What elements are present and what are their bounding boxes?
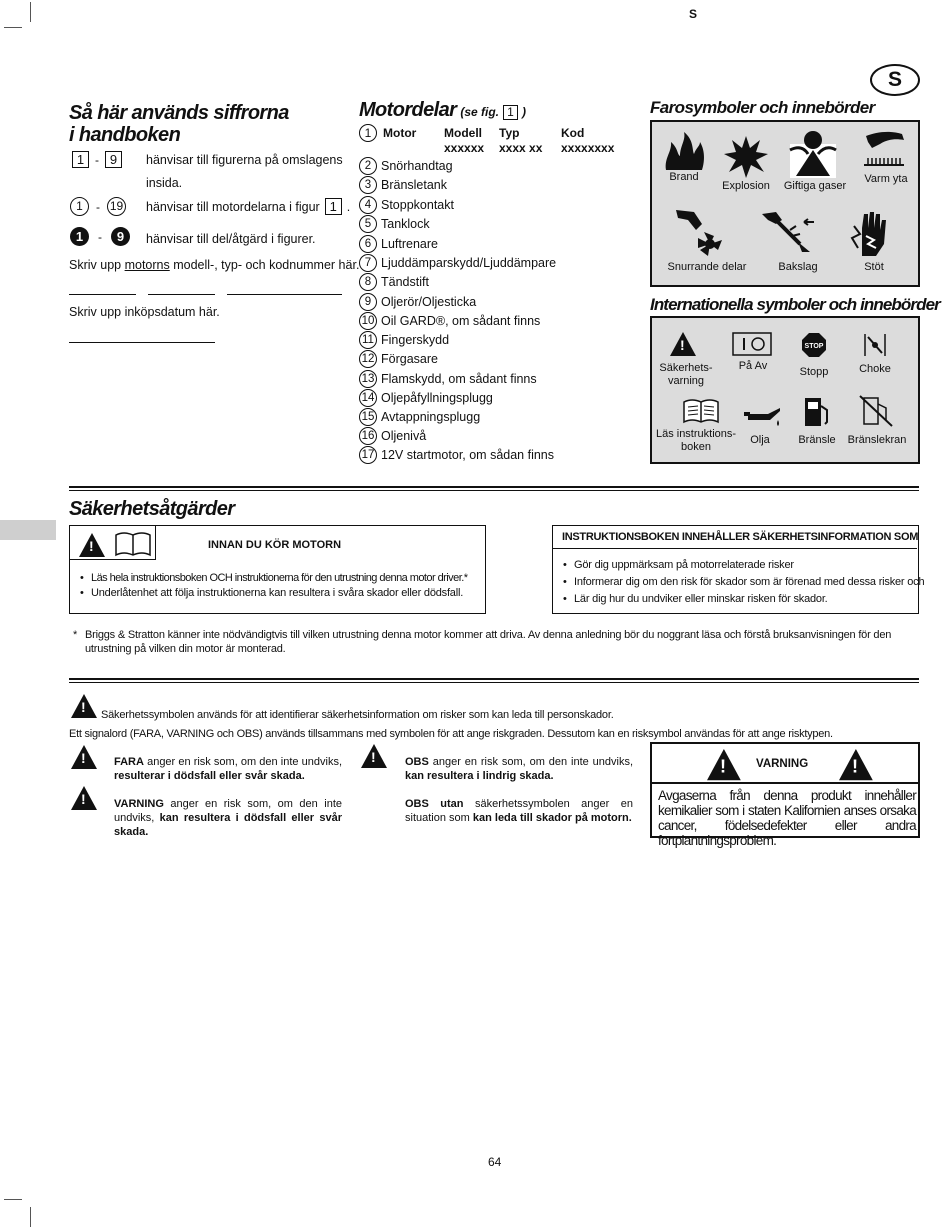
stop-sign-text: STOP	[804, 343, 824, 350]
obs-word: OBS	[405, 756, 429, 768]
part-circle: 1	[359, 124, 377, 142]
part-circle: 9	[359, 293, 377, 311]
section-divider	[69, 678, 919, 683]
fara-result: resulterar i dödsfall eller svår skada.	[114, 770, 305, 782]
part-circle: 16	[359, 427, 377, 445]
intl-symbols-box	[650, 316, 920, 464]
part-circle: 11	[359, 331, 377, 349]
part-item	[359, 196, 454, 214]
part-label: 12V startmotor, om sådan finns	[381, 448, 555, 462]
dash: -	[98, 229, 102, 244]
safety-alert-icon	[79, 533, 105, 557]
write-date-text: Skriv upp inköpsdatum här.	[69, 305, 220, 319]
box1-bullets	[80, 571, 480, 601]
part-item	[359, 254, 556, 272]
part-circle: 15	[359, 408, 377, 426]
hazard-label-gaser: Giftiga gaser	[783, 180, 847, 192]
part-circle: 5	[359, 215, 377, 233]
warning-icon	[71, 786, 97, 810]
parts-title	[359, 99, 526, 121]
obs-utan-desc: säkerhetssymbolen anger en situation som	[405, 798, 633, 824]
warning-label: VARNING	[756, 758, 809, 770]
intl-label-sak	[656, 362, 716, 388]
sidebar-tab	[0, 520, 56, 540]
write-text: Skriv upp	[69, 258, 125, 272]
oil-icon	[742, 404, 782, 428]
numbers-title-line1: Så här används siffrorna	[69, 102, 289, 124]
part-circle: 10	[359, 312, 377, 330]
fara-word: FARA	[114, 756, 144, 768]
varning-text	[114, 797, 342, 839]
intl-label-sak1: Säkerhets-	[659, 362, 713, 374]
obs-result: kan resultera i lindrig skada.	[405, 770, 554, 782]
shock-icon	[848, 208, 892, 258]
part-label: Avtappningsplugg	[381, 410, 481, 424]
danger-icon	[71, 745, 97, 769]
typ-label: Typ	[499, 126, 520, 140]
header-language: S	[689, 7, 698, 21]
footnote-star: *	[73, 629, 78, 641]
intl-label-paav: På Av	[738, 360, 768, 372]
fig-box: 1	[325, 198, 342, 215]
intl-label-bransle: Bränsle	[798, 434, 836, 446]
step-circle: 9	[111, 227, 130, 246]
signal-line2: Ett signalord (FARA, VARNING och OBS) används tillsammans med symbolen för att ange riskgraden. Dessutom kan en risksymbol användas för att ange risktypen.	[69, 728, 833, 740]
fuel-icon	[803, 396, 831, 428]
part-circle: 14	[359, 389, 377, 407]
part-label: Tanklock	[381, 217, 430, 231]
part-circle: 8	[359, 273, 377, 291]
parts-subtitle-close: )	[522, 105, 527, 119]
ref-row-figures-text2: insida.	[146, 176, 183, 190]
date-line[interactable]	[69, 342, 215, 343]
intl-label-las2: boken	[681, 441, 711, 453]
page-number: 64	[488, 1155, 502, 1169]
part-circle: 19	[107, 197, 126, 216]
box1-title: INNAN DU KÖR MOTORN	[208, 539, 342, 551]
crop-mark	[30, 2, 31, 22]
fara-desc: anger en risk som, om den inte undviks,	[143, 756, 342, 768]
manual-book-icon	[114, 531, 152, 557]
hazard-label-explosion: Explosion	[722, 180, 770, 192]
modell-value: xxxxxx	[444, 141, 485, 155]
fig-box: 1	[72, 151, 89, 168]
box2-bullets	[563, 558, 925, 607]
dash: -	[96, 199, 100, 214]
step-circle: 1	[70, 227, 89, 246]
type-line[interactable]	[148, 294, 215, 295]
numbers-title-line2: i handboken	[69, 124, 181, 146]
code-line[interactable]	[227, 294, 342, 295]
part-circle: 12	[359, 350, 377, 368]
safety-alert-icon	[71, 694, 97, 718]
fire-icon	[662, 130, 706, 172]
obs-text	[405, 755, 633, 783]
hot-surface-icon	[862, 130, 908, 166]
fig-box: 9	[105, 151, 122, 168]
dot: .	[346, 199, 351, 214]
part-label: Ljuddämparskydd/Ljuddämpare	[381, 256, 557, 270]
toxic-gas-icon	[788, 130, 838, 178]
ref-text: hänvisar till motordelarna i figur	[146, 199, 320, 214]
hazard-label-stot: Stöt	[864, 261, 884, 273]
part-item	[359, 235, 438, 253]
safety-title: Säkerhetsåtgärder	[69, 498, 235, 520]
part-label: Oljepåfyllningsplugg	[381, 391, 493, 405]
part-circle: 4	[359, 196, 377, 214]
part-item	[359, 408, 480, 426]
parts-subtitle: (se fig.	[460, 105, 500, 119]
part-item	[359, 157, 453, 175]
part-item	[359, 312, 540, 330]
hazard-label-brand: Brand	[669, 171, 699, 183]
prop65-warning-box	[650, 742, 920, 848]
part-item	[359, 427, 426, 445]
kod-value: xxxxxxxx	[561, 141, 615, 155]
explosion-icon	[724, 134, 768, 178]
ref-row-parts-text	[146, 198, 350, 215]
part-item	[359, 350, 438, 368]
rotating-parts-icon	[674, 208, 724, 256]
write-underlined: motorns	[124, 258, 170, 272]
manual-info-box	[552, 525, 925, 614]
dash: -	[95, 152, 99, 167]
part-item	[359, 215, 430, 233]
caution-icon	[361, 744, 387, 768]
part-item	[359, 446, 554, 464]
modell-label: Modell	[444, 126, 482, 140]
part-label: Oljenivå	[381, 429, 427, 443]
kod-label: Kod	[561, 126, 585, 140]
varning-result: kan resultera i dödsfall eller svår skada.	[114, 812, 342, 838]
part-item	[359, 370, 537, 388]
crop-mark	[4, 1199, 22, 1200]
hazard-label-bakslag: Bakslag	[778, 261, 818, 273]
fara-text	[114, 755, 342, 783]
kickback-icon	[760, 210, 816, 254]
warning-text: Avgaserna från denna produkt innehåller kemikalier som i staten Kalifornien anses orsaka cancer, födelsedefekter eller andra fortplantningsproblem.	[658, 788, 916, 848]
ref-row-steps	[70, 227, 130, 246]
numbers-title	[69, 102, 289, 146]
box2-title: INSTRUKTIONSBOKEN INNEHÅLLER SÄKERHETSINFORMATION SOM	[562, 531, 919, 543]
box2-bullet: • Informerar dig om den risk för skador som är förenad med dessa risker och	[563, 575, 917, 590]
part-label: Stoppkontakt	[381, 198, 454, 212]
write-text: modell-, typ- och kodnummer här.	[169, 258, 360, 272]
part-circle: 1	[70, 197, 89, 216]
part-item	[359, 273, 429, 291]
varning-word: VARNING	[114, 798, 164, 810]
box2-bullet: • Gör dig uppmärksam på motorrelaterade risker	[563, 558, 917, 573]
intl-label-olja: Olja	[750, 434, 770, 446]
hazard-symbols-box	[650, 120, 920, 287]
part-item	[359, 389, 493, 407]
intl-label-sak2: varning	[667, 375, 705, 387]
box2-divider	[553, 548, 917, 549]
choke-icon	[862, 332, 888, 358]
box2-bullet: • Lär dig hur du undviker eller minskar risken för skador.	[563, 592, 917, 607]
stop-icon	[801, 332, 827, 358]
intl-title: Internationella symboler och innebörder	[650, 295, 940, 314]
part-label: Luftrenare	[381, 237, 438, 251]
box1-bullet: • Underlåtenhet att följa instruktionerna kan resultera i svåra skador eller dödsfall.	[80, 586, 480, 601]
part-circle: 2	[359, 157, 377, 175]
intl-label-choke: Choke	[859, 363, 891, 375]
ref-row-figures	[72, 151, 122, 168]
part-circle: 13	[359, 370, 377, 388]
footnote-text: Briggs & Stratton känner inte nödvändigtvis till vilken utrustning denna motor kommer att driva. Av denna anledning bör du noggrant läsa och förstå bruksanvisningen för den utrustning på vilken din motor är monterad.	[85, 629, 892, 655]
before-running-box	[69, 525, 486, 614]
part-label: Snörhandtag	[381, 159, 453, 173]
hazard-title: Farosymboler och innebörder	[650, 98, 875, 117]
hazard-label-varm: Varm yta	[864, 173, 908, 185]
obs-utan-word: OBS utan	[405, 798, 464, 810]
safety-alert-icon	[670, 332, 696, 356]
crop-mark	[30, 1207, 31, 1227]
part-item	[359, 293, 476, 311]
read-manual-icon	[682, 398, 720, 424]
box1-bullet: • Läs hela instruktionsboken OCH instruktionerna för den utrustning denna motor driver.*	[80, 571, 480, 586]
varning-desc: anger en risk som, om den inte undviks,	[114, 798, 342, 824]
crop-mark	[4, 27, 22, 28]
intl-label-stopp: Stopp	[799, 366, 829, 378]
fuel-valve-icon	[858, 394, 894, 428]
model-line[interactable]	[69, 294, 136, 295]
warning-triangle-icon	[707, 749, 741, 780]
obs-utan-result: kan leda till skador på motorn.	[472, 812, 632, 824]
parts-title-text: Motordelar	[359, 99, 457, 121]
ref-row-steps-text: hänvisar till del/åtgärd i figurer.	[146, 232, 316, 246]
intl-label-las	[654, 428, 738, 454]
language-badge: S	[870, 64, 920, 96]
part-label: Oljerör/Oljesticka	[381, 295, 477, 309]
obs-utan-text	[405, 797, 633, 825]
warning-triangle-icon	[839, 749, 873, 780]
part-circle: 6	[359, 235, 377, 253]
part-label: Flamskydd, om sådant finns	[381, 372, 537, 386]
typ-value: xxxx xx	[499, 141, 543, 155]
ref-row-figures-text: hänvisar till figurerna på omslagens	[146, 153, 343, 167]
part-item	[359, 331, 449, 349]
write-model-text	[69, 258, 359, 272]
part-label: Tändstift	[381, 275, 429, 289]
motor-row	[359, 124, 615, 155]
part-item	[359, 176, 447, 194]
on-off-icon	[732, 332, 772, 356]
intl-label-las1: Läs instruktions-	[655, 428, 737, 440]
motor-label: Motor	[383, 126, 417, 140]
fig-box: 1	[503, 105, 518, 120]
part-label: Oil GARD®, om sådant finns	[381, 314, 541, 328]
part-label: Bränsletank	[381, 178, 448, 192]
part-circle: 17	[359, 446, 377, 464]
ref-row-parts	[70, 197, 126, 216]
part-circle: 7	[359, 254, 377, 272]
obs-desc: anger en risk som, om den inte undviks,	[428, 756, 633, 768]
part-label: Fingerskydd	[381, 333, 450, 347]
signal-line1: Säkerhetssymbolen används för att identifierar säkerhetsinformation om risker som kan leda till personskador.	[101, 709, 614, 721]
section-divider	[69, 486, 919, 491]
part-label: Förgasare	[381, 352, 438, 366]
part-circle: 3	[359, 176, 377, 194]
hazard-label-snurr: Snurrande delar	[667, 261, 747, 273]
intl-label-branslekran: Bränslekran	[847, 434, 907, 446]
